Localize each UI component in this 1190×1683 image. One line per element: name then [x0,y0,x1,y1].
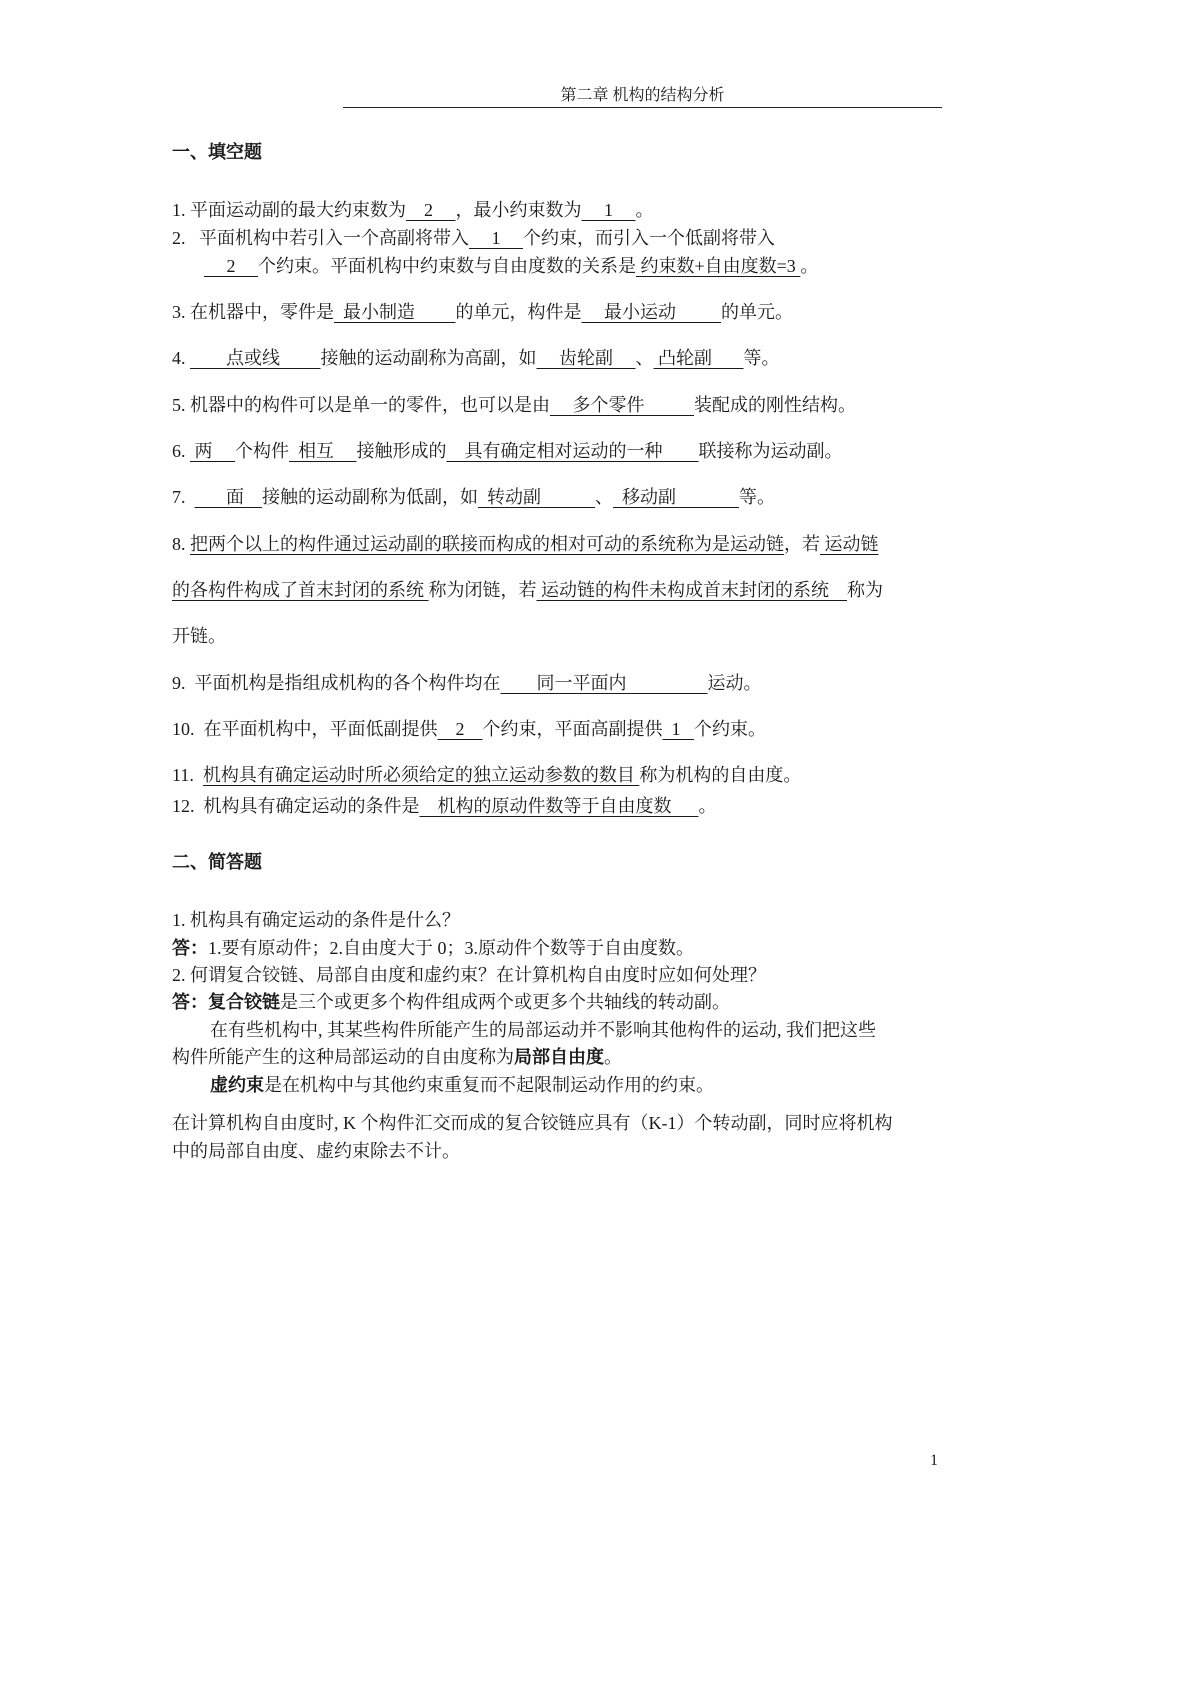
answer-blank: 移动副 [613,487,739,507]
text-segment: ，若 [784,534,820,554]
text-line [172,936,952,960]
text-segment: 是在机构中与其他约束重复而不起限制运动作用的约束。 [264,1075,714,1095]
answer-blank: 1 [662,719,694,739]
text-segment: 、 [635,348,654,368]
text-segment: 。 [635,200,654,220]
text-line [172,1139,952,1163]
text-line [172,198,952,222]
text-segment: 运动。 [707,673,762,693]
text-segment: 开链。 [172,626,226,646]
answer-blank: 最小制造 [334,302,456,322]
answer-blank: 的各构件构成了首末封闭的系统 [172,580,429,600]
heading-text: 二、简答题 [172,852,262,872]
text-segment: 3. 在机器中，零件是 [172,302,334,322]
text-segment: 联接称为运动副。 [698,441,843,461]
text-line [172,1045,952,1069]
answer-blank: 把两个以上的构件通过运动副的联接而构成的相对可动的系统称为是运动链 [190,534,784,554]
text-segment: 的单元。 [721,302,793,322]
text-segment: 个约束。平面机构中约束数与自由度数的关系是 [258,256,636,276]
answer-blank: 运动链的构件未构成首末封闭的系统 [536,580,847,600]
text-segment: 构件所能产生的这种局部运动的自由度称为 [172,1047,514,1067]
text-line [172,671,952,695]
answer-blank: 机构的原动件数等于自由度数 [419,796,699,816]
answer-blank: 相互 [289,441,357,461]
text-segment: 2. 何谓复合铰链、局部自由度和虚约束？在计算机构自由度时应如何处理？ [172,965,766,985]
text-line [172,346,952,370]
text-segment: 个约束。 [694,719,766,739]
text-segment: 等。 [743,348,780,368]
text-segment: 10. 在平面机构中，平面低副提供 [172,719,438,739]
section-heading [172,850,952,874]
bold-term: 复合铰链 [208,992,280,1012]
text-segment: 是三个或更多个构件组成两个或更多个共轴线的转动副。 [280,992,730,1012]
text-segment: 中的局部自由度、虚约束除去不计。 [172,1141,460,1161]
text-segment: 个约束，而引入一个低副将带入 [523,228,775,248]
answer-blank: 具有确定相对运动的一种 [446,441,699,461]
text-line [172,624,952,648]
text-segment: 8. [172,534,190,554]
text-line [172,393,952,417]
answer-blank: 转动副 [478,487,595,507]
text-line [210,1073,990,1097]
answer-blank: 1 [581,200,636,220]
text-segment: 11. [172,765,203,785]
answer-blank: 2 [406,200,456,220]
text-line [172,963,952,987]
text-segment: 称为机构的自由度。 [639,765,802,785]
answer-blank: 机构具有确定运动时所必须给定的独立运动参数的数目 [202,765,640,785]
text-segment: 12. 机构具有确定运动的条件是 [172,796,420,816]
header-divider [343,107,942,108]
text-segment: 在计算机构自由度时, K 个构件汇交而成的复合铰链应具有（K-1）个转动副，同时应将机构 [172,1113,893,1133]
bold-term: 答： [172,992,208,1012]
answer-blank: 齿轮副 [536,348,636,368]
text-segment: 个约束，平面高副提供 [482,719,663,739]
answer-blank: 凸轮副 [653,348,744,368]
text-line [172,300,952,324]
answer-blank: 2 [204,256,258,276]
text-segment: 4. [172,348,190,368]
text-line [172,794,952,818]
answer-blank: 最小运动 [581,302,721,322]
bold-term: 局部自由度 [514,1047,604,1067]
heading-text: 一、填空题 [172,142,262,162]
text-line [172,763,952,787]
text-line [172,439,952,463]
text-segment: 、 [595,487,613,507]
text-line [172,226,952,250]
text-segment: 。 [800,256,819,276]
text-segment: 。 [604,1047,622,1067]
answer-blank: 2 [437,719,483,739]
text-line [172,990,952,1014]
answer-blank: 两 [190,441,235,461]
answer-blank: 约束数+自由度数=3 [636,256,801,276]
text-segment: 7. [172,487,195,507]
text-segment: 个构件 [235,441,289,461]
text-line [172,485,952,509]
text-line [172,1111,952,1135]
text-segment: 。 [698,796,717,816]
text-segment: 6. [172,441,190,461]
text-segment: 装配成的刚性结构。 [694,395,856,415]
text-segment: 接触的运动副称为低副，如 [262,487,478,507]
text-segment: 5. 机器中的构件可以是单一的零件，也可以是由 [172,395,550,415]
page-number: 1 [930,1452,938,1469]
text-segment: 1. 平面运动副的最大约束数为 [172,200,406,220]
text-segment: 在有些机构中, 其某些构件所能产生的局部运动并不影响其他构件的运动, 我们把这些 [210,1020,876,1040]
text-line [172,908,952,932]
answer-blank: 面 [194,487,262,507]
text-segment: 1. 机构具有确定运动的条件是什么？ [172,910,460,930]
text-line [172,532,952,556]
text-segment: 接触的运动副称为高副，如 [320,348,537,368]
bold-term: 虚约束 [210,1075,264,1095]
text-line [172,578,952,602]
answer-blank: 运动链 [820,534,879,554]
answer-blank: 多个零件 [550,395,694,415]
text-segment: 接触形成的 [356,441,447,461]
section-heading [172,140,952,164]
text-segment: 称为 [847,580,883,600]
text-line [210,1018,990,1042]
text-line [172,717,952,741]
text-segment: 1.要有原动件；2.自由度大于 0；3.原动件个数等于自由度数。 [208,938,694,958]
answer-blank: 1 [469,228,523,248]
text-segment: ，最小约束数为 [455,200,582,220]
text-segment: 2. 平面机构中若引入一个高副将带入 [172,228,469,248]
page-header-title: 第二章 机构的结构分析 [560,87,725,104]
answer-blank: 同一平面内 [500,673,708,693]
text-segment: 等。 [739,487,775,507]
text-segment: 称为闭链，若 [428,580,537,600]
answer-blank: 点或线 [190,348,321,368]
text-segment: 的单元，构件是 [455,302,582,322]
bold-term: 答： [172,938,208,958]
text-line [204,254,984,278]
text-segment: 9. 平面机构是指组成机构的各个构件均在 [172,673,501,693]
